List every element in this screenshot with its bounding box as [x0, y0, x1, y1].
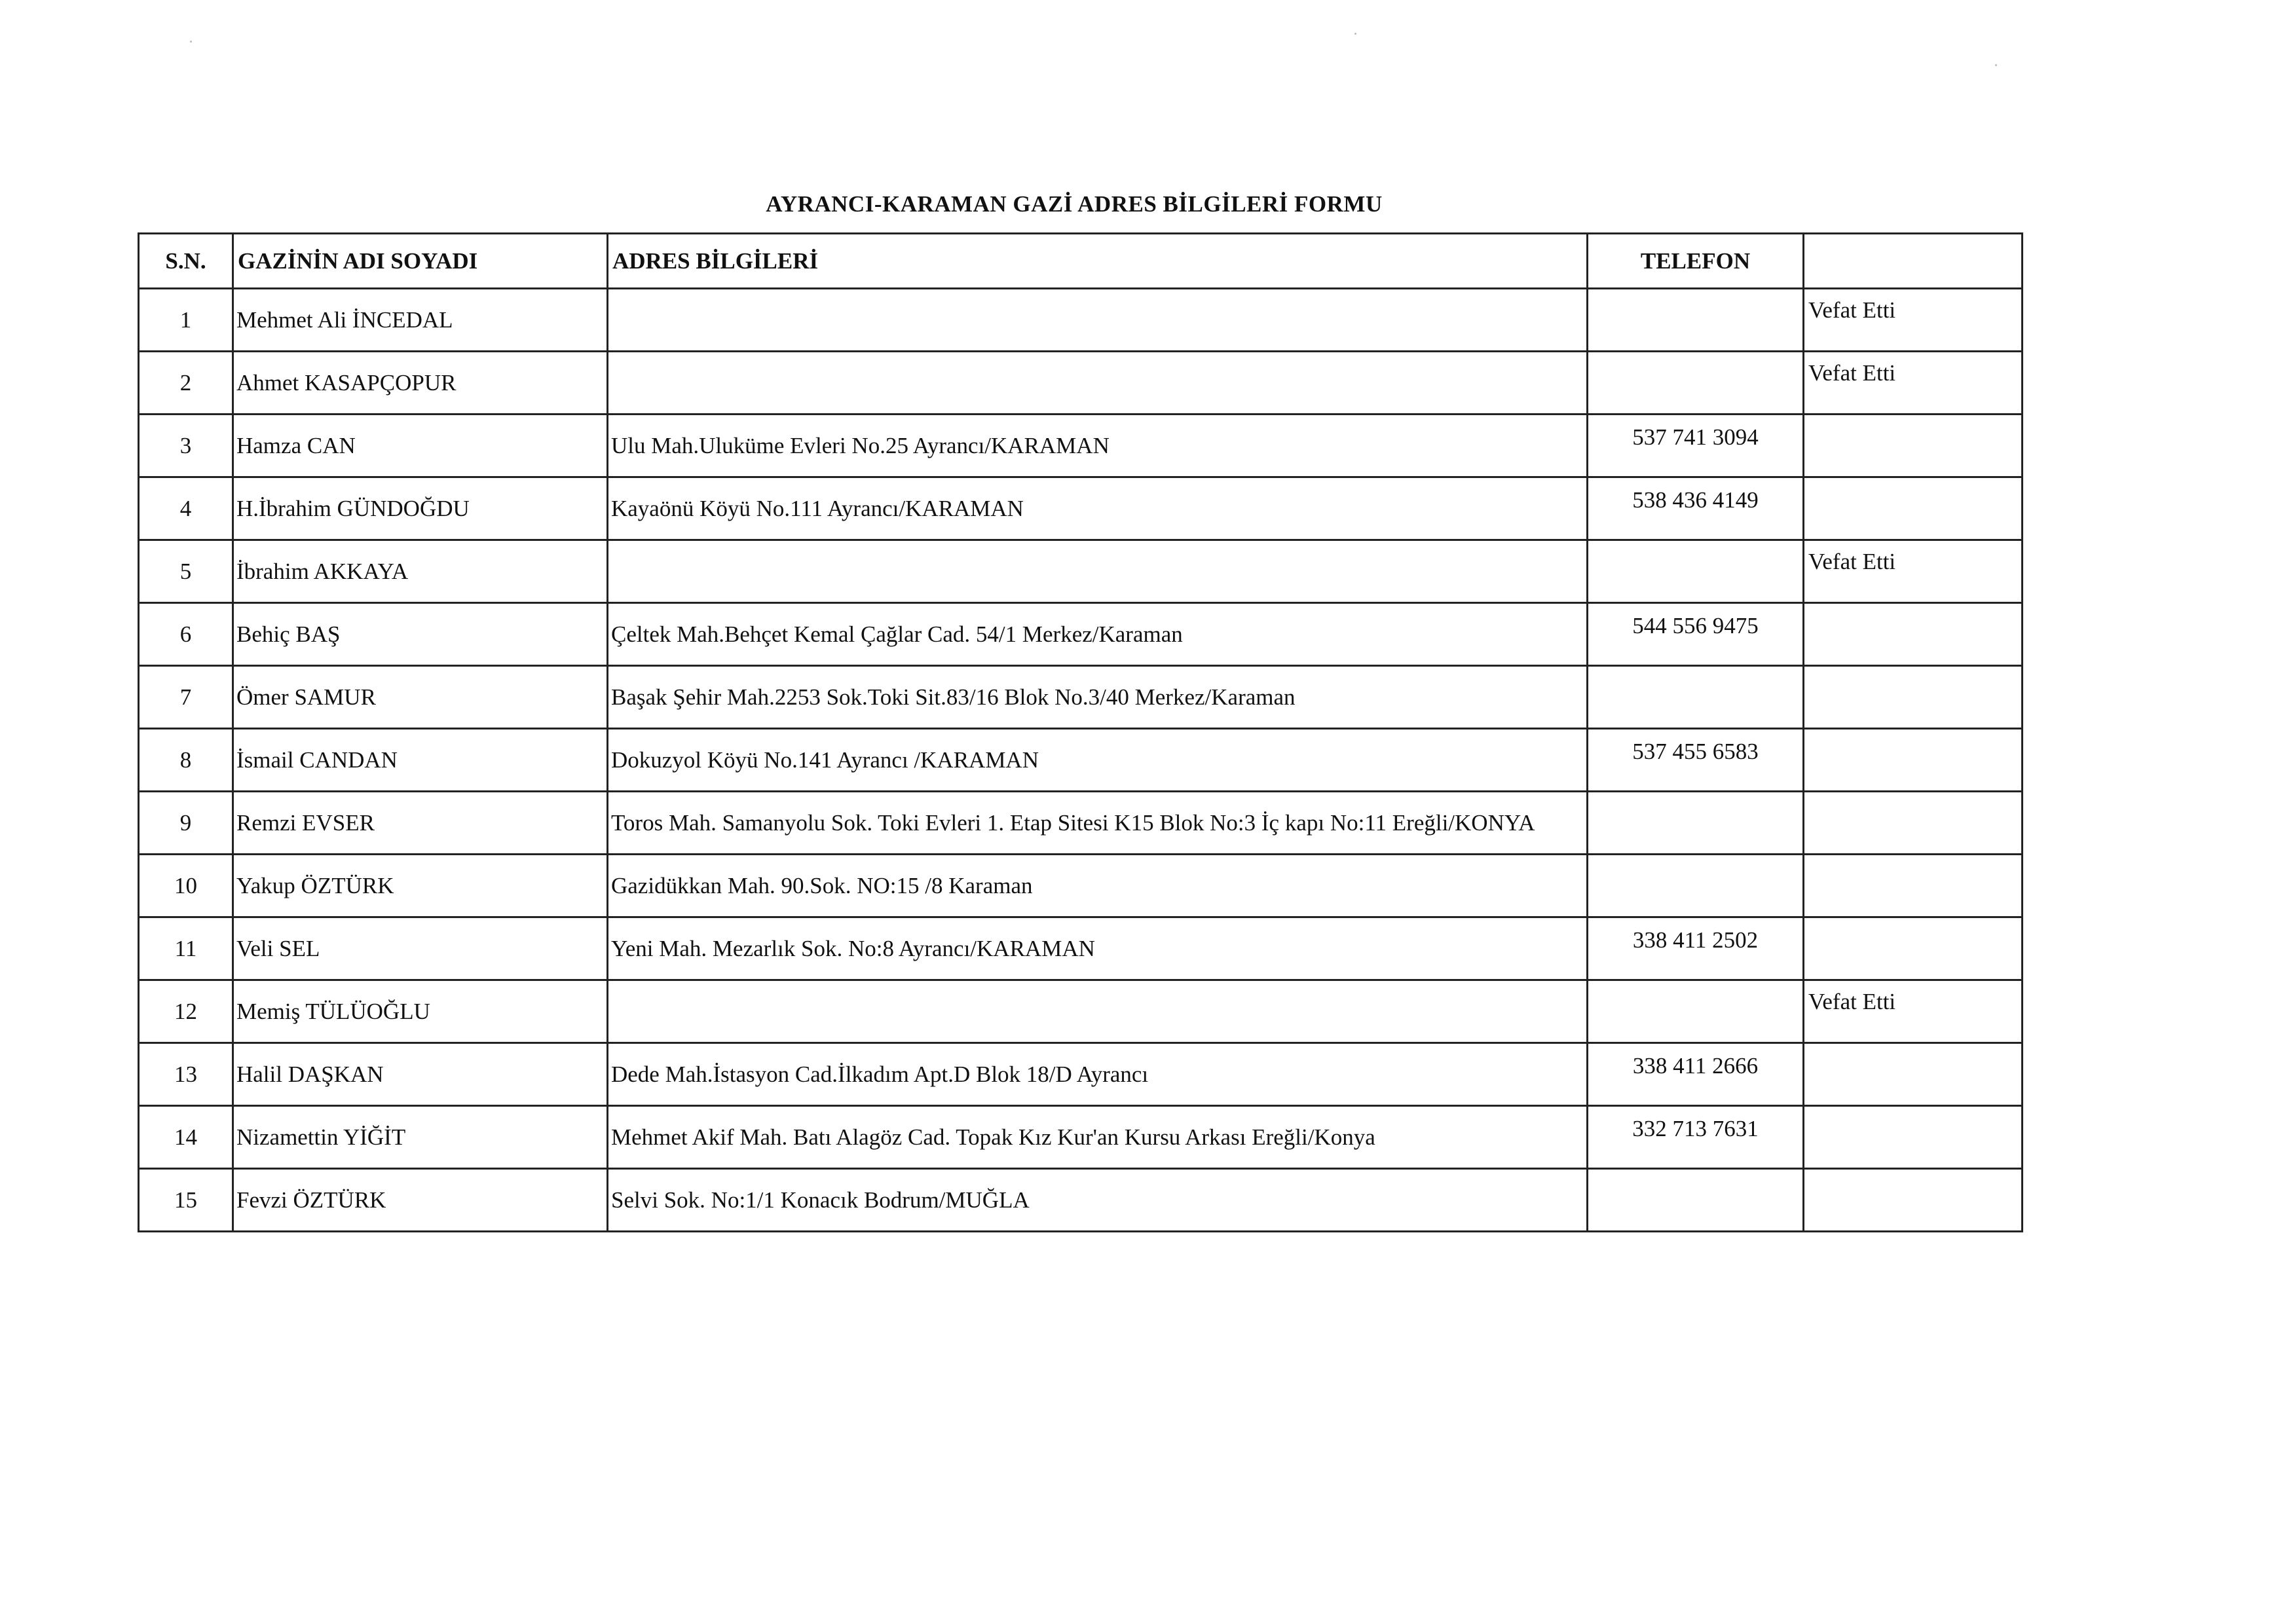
row-address: Dokuzyol Köyü No.141 Ayrancı /KARAMAN	[608, 729, 1588, 792]
row-note	[1804, 477, 2023, 540]
row-name: Ahmet KASAPÇOPUR	[233, 352, 608, 415]
table-row	[139, 415, 2023, 477]
table-body	[139, 289, 2023, 1232]
row-phone	[1588, 540, 1804, 603]
table-row	[139, 1106, 2023, 1169]
scan-speck	[190, 41, 192, 43]
row-phone	[1588, 855, 1804, 917]
row-name: İbrahim AKKAYA	[233, 540, 608, 603]
row-address: Başak Şehir Mah.2253 Sok.Toki Sit.83/16 Blok No.3/40 Merkez/Karaman	[608, 666, 1588, 729]
row-phone: 537 455 6583	[1588, 729, 1804, 792]
row-sn: 11	[139, 917, 233, 980]
row-note	[1804, 415, 2023, 477]
row-name: Behiç BAŞ	[233, 603, 608, 666]
row-name: İsmail CANDAN	[233, 729, 608, 792]
row-note	[1804, 1106, 2023, 1169]
row-phone	[1588, 792, 1804, 855]
row-address: Çeltek Mah.Behçet Kemal Çağlar Cad. 54/1 Merkez/Karaman	[608, 603, 1588, 666]
row-address: Kayaönü Köyü No.111 Ayrancı/KARAMAN	[608, 477, 1588, 540]
row-address: Toros Mah. Samanyolu Sok. Toki Evleri 1. Etap Sitesi K15 Blok No:3 İç kapı No:11 Ereğli/KONYA	[608, 792, 1588, 855]
row-address: Gazidükkan Mah. 90.Sok. NO:15 /8 Karaman	[608, 855, 1588, 917]
row-note: Vefat Etti	[1804, 289, 2023, 352]
row-sn: 7	[139, 666, 233, 729]
table-row	[139, 603, 2023, 666]
row-name: Halil DAŞKAN	[233, 1043, 608, 1106]
row-note: Vefat Etti	[1804, 352, 2023, 415]
row-name: H.İbrahim GÜNDOĞDU	[233, 477, 608, 540]
row-phone: 537 741 3094	[1588, 415, 1804, 477]
row-name: Mehmet Ali İNCEDAL	[233, 289, 608, 352]
header-note	[1804, 234, 2023, 289]
table-row	[139, 540, 2023, 603]
row-note	[1804, 917, 2023, 980]
row-phone	[1588, 980, 1804, 1043]
row-sn: 15	[139, 1169, 233, 1232]
row-name: Nizamettin YİĞİT	[233, 1106, 608, 1169]
row-note: Vefat Etti	[1804, 980, 2023, 1043]
row-note	[1804, 729, 2023, 792]
row-address: Yeni Mah. Mezarlık Sok. No:8 Ayrancı/KARAMAN	[608, 917, 1588, 980]
scan-speck	[1354, 33, 1356, 35]
row-sn: 4	[139, 477, 233, 540]
table-row	[139, 477, 2023, 540]
row-phone: 544 556 9475	[1588, 603, 1804, 666]
row-note	[1804, 792, 2023, 855]
row-name: Fevzi ÖZTÜRK	[233, 1169, 608, 1232]
row-address: Dede Mah.İstasyon Cad.İlkadım Apt.D Blok 18/D Ayrancı	[608, 1043, 1588, 1106]
header-address: ADRES BİLGİLERİ	[608, 234, 1588, 289]
table-row	[139, 917, 2023, 980]
table-row	[139, 289, 2023, 352]
row-note	[1804, 603, 2023, 666]
row-sn: 2	[139, 352, 233, 415]
row-note	[1804, 1043, 2023, 1106]
row-name: Ömer SAMUR	[233, 666, 608, 729]
table-row	[139, 980, 2023, 1043]
row-note	[1804, 1169, 2023, 1232]
row-address	[608, 289, 1588, 352]
row-phone: 338 411 2502	[1588, 917, 1804, 980]
row-sn: 9	[139, 792, 233, 855]
row-phone	[1588, 352, 1804, 415]
row-phone: 332 713 7631	[1588, 1106, 1804, 1169]
page-title: AYRANCI-KARAMAN GAZİ ADRES BİLGİLERİ FORMU	[766, 191, 1383, 217]
row-sn: 10	[139, 855, 233, 917]
row-address: Mehmet Akif Mah. Batı Alagöz Cad. Topak Kız Kur'an Kursu Arkası Ereğli/Konya	[608, 1106, 1588, 1169]
row-sn: 5	[139, 540, 233, 603]
table-row	[139, 666, 2023, 729]
row-address: Ulu Mah.Uluküme Evleri No.25 Ayrancı/KARAMAN	[608, 415, 1588, 477]
row-note: Vefat Etti	[1804, 540, 2023, 603]
row-sn: 6	[139, 603, 233, 666]
row-sn: 13	[139, 1043, 233, 1106]
row-name: Veli SEL	[233, 917, 608, 980]
row-phone	[1588, 1169, 1804, 1232]
row-address: Selvi Sok. No:1/1 Konacık Bodrum/MUĞLA	[608, 1169, 1588, 1232]
row-name: Memiş TÜLÜOĞLU	[233, 980, 608, 1043]
row-phone	[1588, 666, 1804, 729]
row-sn: 1	[139, 289, 233, 352]
row-address	[608, 980, 1588, 1043]
address-table	[138, 232, 2023, 1232]
table-row	[139, 1169, 2023, 1232]
table-row	[139, 855, 2023, 917]
row-note	[1804, 666, 2023, 729]
row-phone	[1588, 289, 1804, 352]
row-name: Yakup ÖZTÜRK	[233, 855, 608, 917]
row-note	[1804, 855, 2023, 917]
row-sn: 12	[139, 980, 233, 1043]
row-sn: 8	[139, 729, 233, 792]
header-phone: TELEFON	[1588, 234, 1804, 289]
row-sn: 14	[139, 1106, 233, 1169]
table-row	[139, 352, 2023, 415]
row-address	[608, 540, 1588, 603]
table-row	[139, 729, 2023, 792]
row-name: Hamza CAN	[233, 415, 608, 477]
row-sn: 3	[139, 415, 233, 477]
header-sn: S.N.	[139, 234, 233, 289]
table-header-row	[139, 234, 2023, 289]
scan-speck	[1995, 64, 1997, 66]
table-row	[139, 792, 2023, 855]
row-phone: 338 411 2666	[1588, 1043, 1804, 1106]
header-name: GAZİNİN ADI SOYADI	[233, 234, 608, 289]
row-address	[608, 352, 1588, 415]
row-name: Remzi EVSER	[233, 792, 608, 855]
table-row	[139, 1043, 2023, 1106]
row-phone: 538 436 4149	[1588, 477, 1804, 540]
